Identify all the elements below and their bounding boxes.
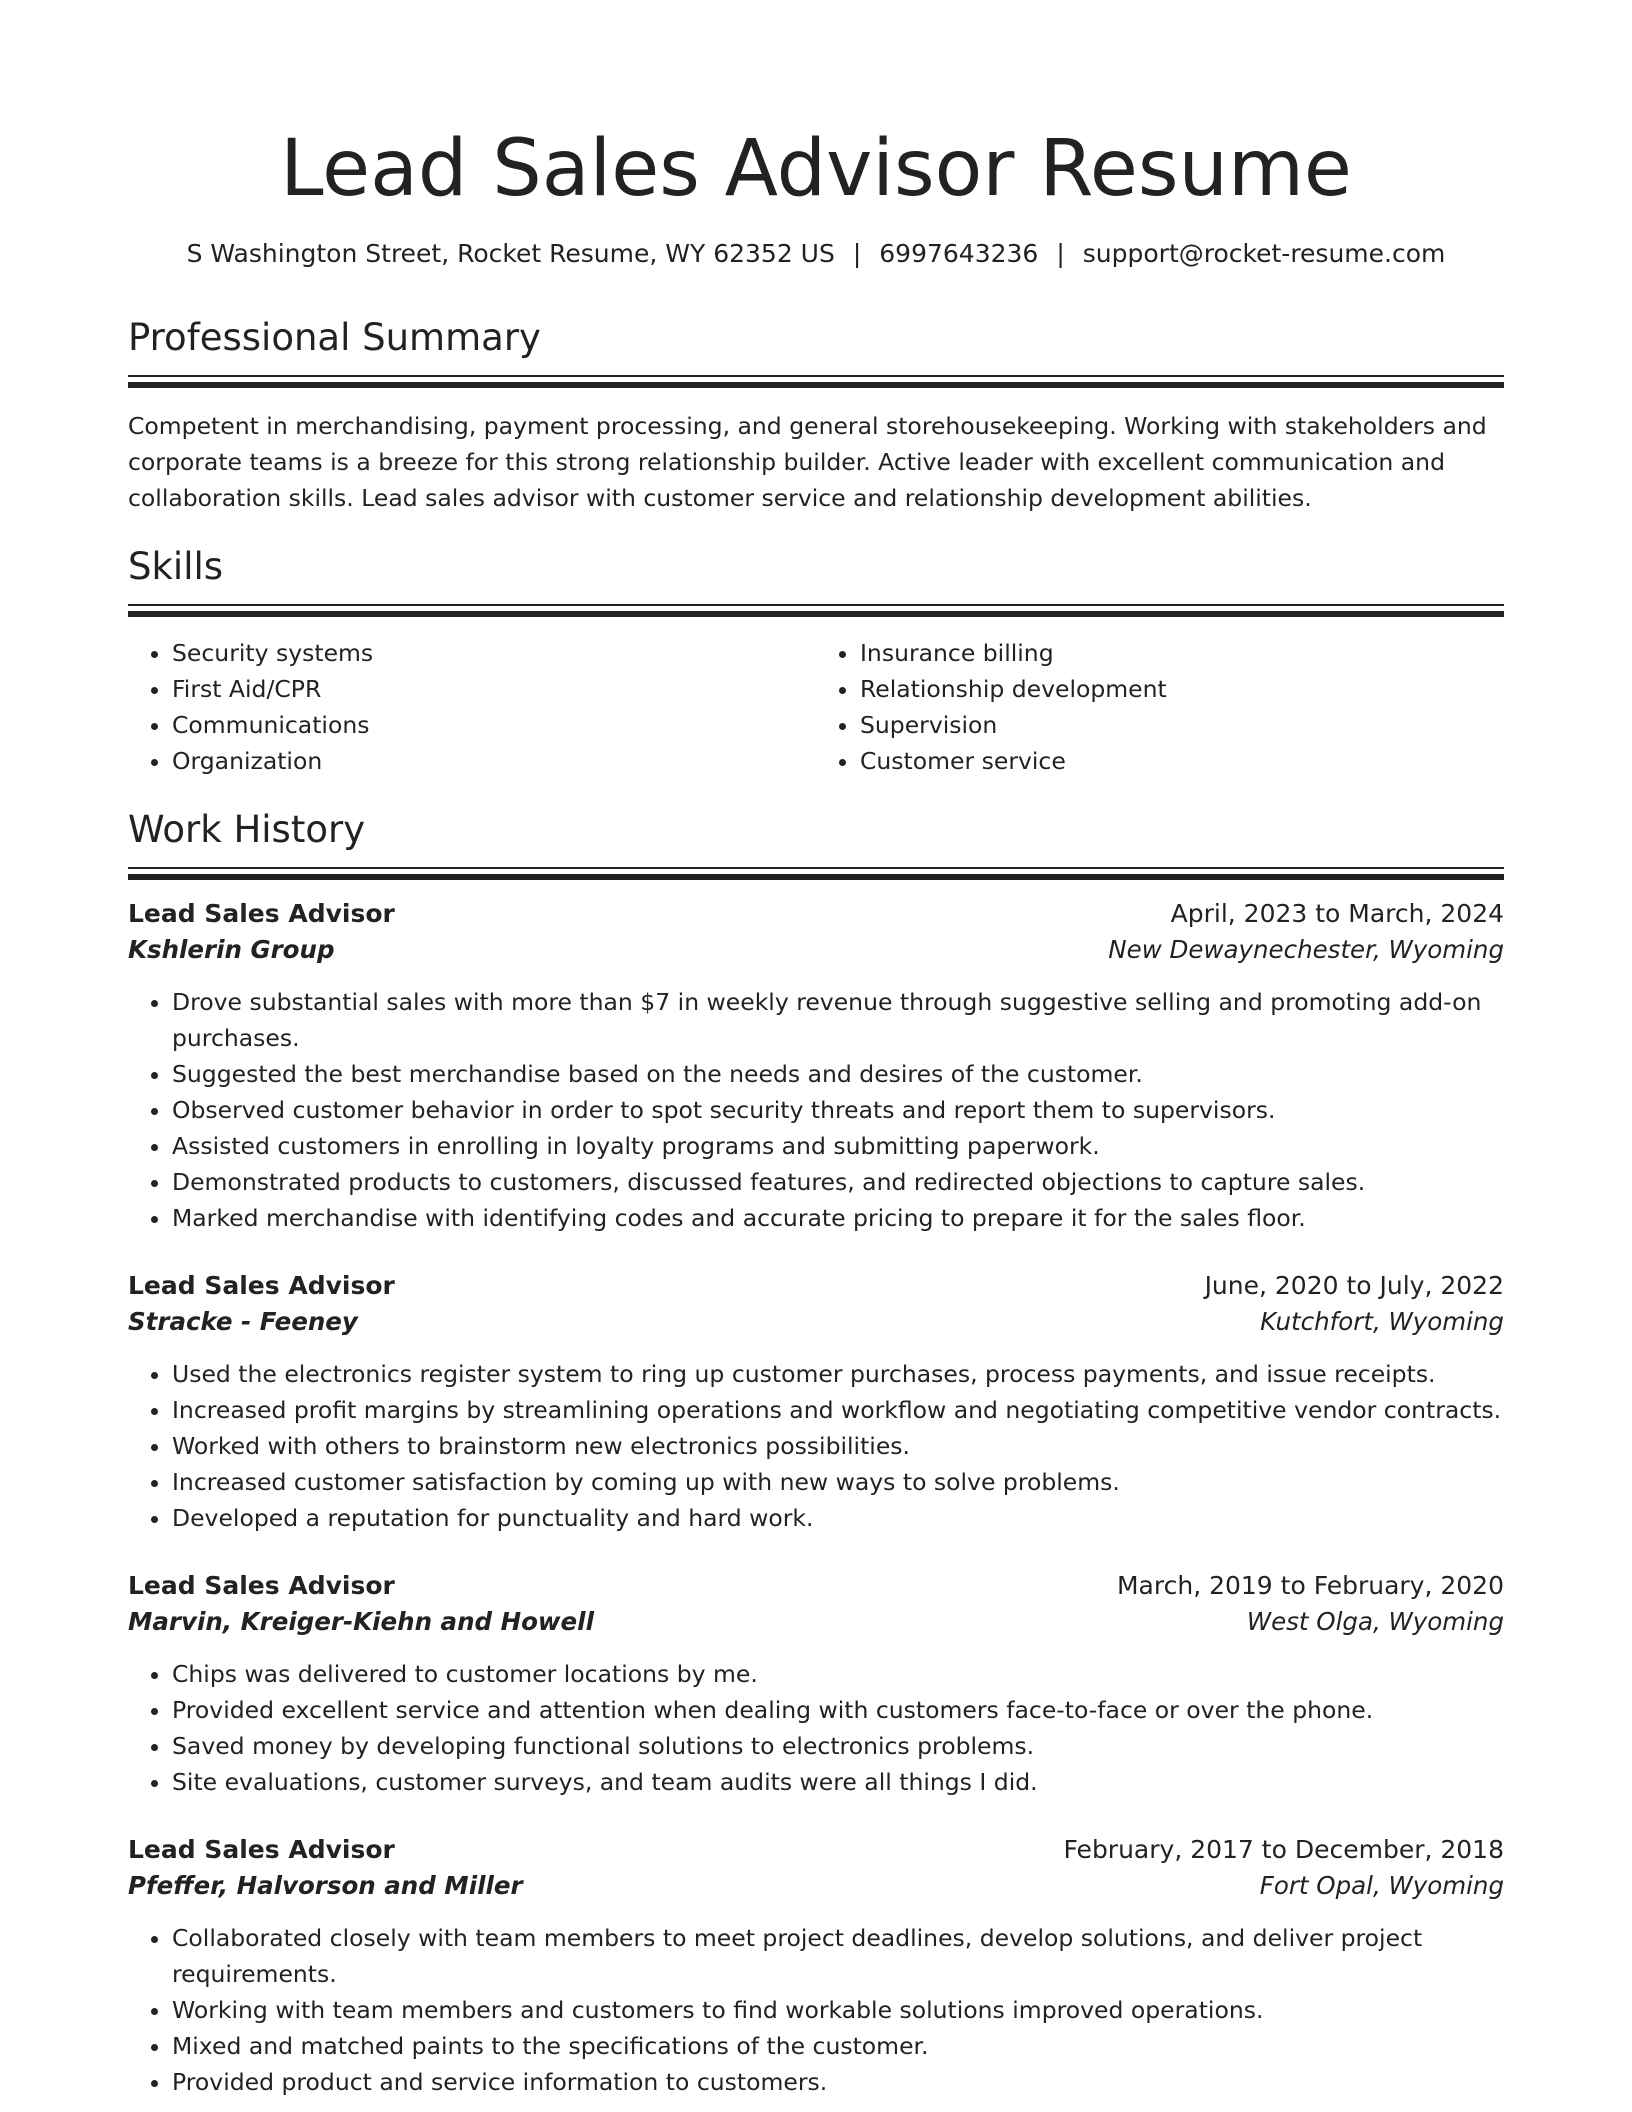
job-bullet: • Demonstrated products to customers, discussed features, and redirected objections to capture sales. [172,1164,1504,1200]
job-company: Stracke - Feeney [128,1307,358,1336]
skills-column-right [816,635,1504,779]
job-dates: February, 2017 to December, 2018 [1063,1835,1504,1864]
job-bullet: • Observed customer behavior in order to spot security threats and report them to supervisors. [172,1092,1504,1128]
job-entry [128,896,1504,1236]
job-header [128,896,1504,932]
job-bullet: • Collaborated closely with team members to meet project deadlines, develop solutions, and deliver project requirements. [172,1920,1504,1992]
skill-item: • Customer service [860,743,1504,779]
job-bullets [128,1356,1504,1536]
job-dates: March, 2019 to February, 2020 [1116,1571,1504,1600]
page-title: Lead Sales Advisor Resume [280,124,1352,214]
job-bullet: • Provided product and service information to customers. [172,2064,1504,2100]
job-bullets [128,984,1504,1236]
contact-separator: | [1056,239,1065,268]
job-title: Lead Sales Advisor [128,1835,395,1864]
job-bullet: • Marked merchandise with identifying codes and accurate pricing to prepare it for the sales floor. [172,1200,1504,1236]
job-subheader [128,1604,1504,1640]
section-rule-thick [128,382,1504,388]
job-bullet: • Developed a reputation for punctuality and hard work. [172,1500,1504,1536]
skill-item: • First Aid/CPR [172,671,816,707]
contact-email[interactable]: support@rocket-resume.com [1082,239,1446,268]
summary-text: Competent in merchandising, payment processing, and general storehousekeeping. Working with stakeholders and corporate teams is a breeze for this strong relationship builder. Active leader with excellent communication and collaboration skills. Lead sales advisor with customer service and relationship development abilities. [128,412,1487,512]
job-bullet: • Mixed and matched paints to the specifications of the customer. [172,2028,1504,2064]
skill-item: • Relationship development [860,671,1504,707]
skill-item: • Communications [172,707,816,743]
job-location: New Dewaynechester, Wyoming [1108,935,1504,964]
work-history-section [128,807,1504,2100]
job-bullet: • Saved money by developing functional solutions to electronics problems. [172,1728,1504,1764]
job-bullet: • Suggested the best merchandise based on the needs and desires of the customer. [172,1056,1504,1092]
job-entry [128,1568,1504,1800]
job-header [128,1832,1504,1868]
job-bullet: • Assisted customers in enrolling in loyalty programs and submitting paperwork. [172,1128,1504,1164]
contact-phone: 6997643236 [879,239,1039,268]
job-bullet: • Drove substantial sales with more than $7 in weekly revenue through suggestive selling and promoting add-on purchases. [172,984,1504,1056]
skills-section [128,544,1504,779]
section-rule-thin [128,375,1504,377]
skills-list [816,635,1504,779]
job-bullets [128,1920,1504,2100]
job-bullet: • Site evaluations, customer surveys, and team audits were all things I did. [172,1764,1504,1800]
skills-column-left [128,635,816,779]
section-rule-thick [128,874,1504,880]
job-bullets [128,1656,1504,1800]
skills-list [128,635,816,779]
job-bullet: • Increased customer satisfaction by coming up with new ways to solve problems. [172,1464,1504,1500]
job-company: Pfeffer, Halvorson and Miller [128,1871,523,1900]
job-location: West Olga, Wyoming [1246,1607,1504,1636]
job-entry [128,1832,1504,2100]
resume-page [128,0,1504,2100]
job-bullet: • Chips was delivered to customer locations by me. [172,1656,1504,1692]
job-location: Kutchfort, Wyoming [1260,1307,1504,1336]
job-location: Fort Opal, Wyoming [1259,1871,1504,1900]
job-title: Lead Sales Advisor [128,899,395,928]
skill-item: • Insurance billing [860,635,1504,671]
skill-item: • Organization [172,743,816,779]
job-title: Lead Sales Advisor [128,1271,395,1300]
job-dates: April, 2023 to March, 2024 [1170,899,1504,928]
job-bullet: • Used the electronics register system to ring up customer purchases, process payments, and issue receipts. [172,1356,1504,1392]
job-bullet: • Working with team members and customers to find workable solutions improved operations. [172,1992,1504,2028]
job-bullet: • Provided excellent service and attention when dealing with customers face-to-face or over the phone. [172,1692,1504,1728]
section-heading: Work History [128,808,366,851]
section-heading: Professional Summary [128,316,541,359]
skill-item: • Supervision [860,707,1504,743]
contact-separator: | [852,239,862,268]
summary-section [128,315,1504,516]
section-rule-thin [128,604,1504,606]
job-subheader [128,1868,1504,1904]
contact-address: S Washington Street, Rocket Resume, WY 62352 US [186,239,835,268]
job-title: Lead Sales Advisor [128,1571,395,1600]
skill-item: • Security systems [172,635,816,671]
skills-grid [128,635,1504,779]
section-heading: Skills [128,545,224,588]
section-rule-thin [128,867,1504,869]
job-header [128,1568,1504,1604]
job-company: Marvin, Kreiger-Kiehn and Howell [128,1607,594,1636]
job-subheader [128,932,1504,968]
job-entry [128,1268,1504,1536]
job-bullet: • Increased profit margins by streamlining operations and workflow and negotiating competitive vendor contracts. [172,1392,1504,1428]
section-rule-thick [128,611,1504,617]
contact-line [128,238,1504,270]
job-company: Kshlerin Group [128,935,335,964]
job-bullet: • Worked with others to brainstorm new electronics possibilities. [172,1428,1504,1464]
job-dates: June, 2020 to July, 2022 [1204,1271,1504,1300]
job-subheader [128,1304,1504,1340]
job-header [128,1268,1504,1304]
